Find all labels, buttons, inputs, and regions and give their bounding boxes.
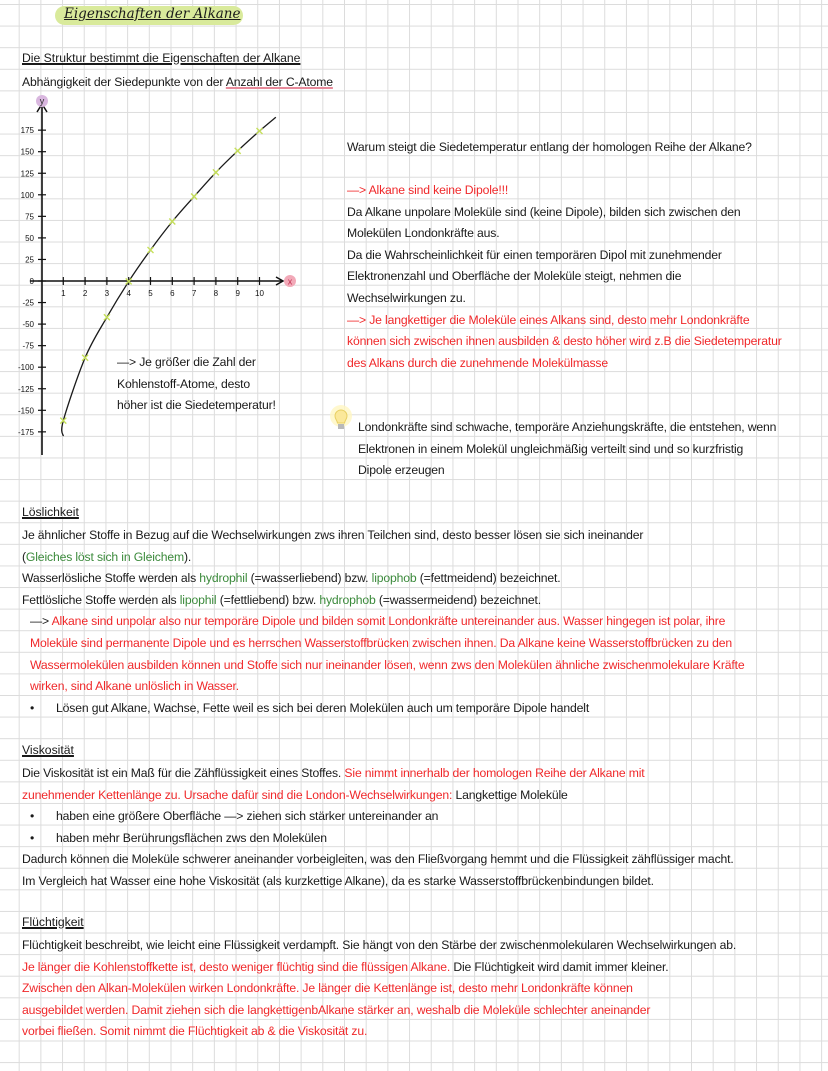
text-segment: Da Alkane unpolare Moleküle sind (keine Dipole), bilden sich zwischen den bbox=[347, 204, 741, 219]
y-tick-label: 50 bbox=[25, 233, 34, 243]
intro-prefix: Abhängigkeit der Siedepunkte von der bbox=[22, 75, 226, 89]
x-tick-label: 9 bbox=[235, 289, 240, 298]
highlighted-text-red: zunehmender Kettenlänge zu. Ursache dafür sind die London-Wechselwirkungen: bbox=[22, 787, 453, 802]
question-line bbox=[347, 139, 752, 155]
loeslichkeit-line bbox=[22, 527, 643, 543]
data-point-marker bbox=[213, 169, 219, 175]
y-tick-label: 0 bbox=[29, 277, 34, 286]
text-segment: Im Vergleich hat Wasser eine hohe Viskosität (als kurzkettige Alkane), da es starke Wasserstoffbrückenbindungen bildet. bbox=[22, 874, 654, 888]
text-segment: Flüchtigkeit beschreibt, wie leicht eine Flüssigkeit verdampft. Sie hängt von den Stärbe der zwischenmolekularen Wechselwirkungen ab. bbox=[22, 938, 737, 952]
text-segment: haben eine größere Oberfläche —> ziehen sich stärker untereinander an bbox=[56, 809, 439, 824]
lightbulb-icon bbox=[328, 404, 356, 438]
tip-line bbox=[358, 462, 445, 478]
highlighted-text-red: —> Alkane sind keine Dipole!!! bbox=[347, 183, 509, 197]
text-segment: Molekülen Londonkräfte aus. bbox=[347, 226, 500, 241]
text-segment: —> bbox=[30, 614, 52, 629]
y-axis-label: y bbox=[39, 96, 45, 106]
fluechtigkeit-line bbox=[22, 1002, 650, 1018]
x-tick-label: 6 bbox=[170, 289, 175, 298]
text-segment: ( bbox=[22, 549, 26, 564]
x-tick-label: 7 bbox=[191, 289, 197, 298]
y-tick-label: -75 bbox=[22, 341, 34, 351]
text-segment: Wechselwirkungen zu. bbox=[347, 291, 466, 305]
y-tick-label: 25 bbox=[25, 255, 34, 265]
text-segment: (=fettliebend) bzw. bbox=[216, 592, 320, 607]
highlighted-text-red: Zwischen den Alkan-Molekülen wirken Londonkräfte. Je länger die Kettenlänge ist, desto mehr Londonkräfte können bbox=[22, 981, 633, 996]
data-point-marker bbox=[257, 128, 263, 134]
text-segment: (=wasserliebend) bzw. bbox=[247, 571, 372, 586]
answer-line bbox=[347, 204, 741, 220]
x-tick-label: 10 bbox=[255, 289, 264, 298]
y-tick-label: -50 bbox=[22, 320, 34, 330]
loeslichkeit-line bbox=[30, 657, 745, 673]
text-segment: Londonkräfte sind schwache, temporäre Anziehungskräfte, die entstehen, wenn bbox=[358, 420, 777, 434]
x-tick-label: 4 bbox=[126, 289, 131, 298]
answer-line bbox=[347, 312, 750, 328]
answer-line bbox=[347, 247, 722, 263]
viskositaet-line bbox=[30, 808, 438, 824]
tip-line bbox=[358, 419, 776, 435]
x-axis-label: x bbox=[287, 276, 293, 287]
viskositaet-line bbox=[30, 830, 327, 846]
viskositaet-line bbox=[22, 787, 568, 803]
chart_note-line bbox=[117, 354, 256, 370]
chart_note-line bbox=[117, 376, 250, 392]
x-tick-label: 2 bbox=[82, 289, 88, 298]
data-point-marker bbox=[169, 219, 175, 225]
fluechtigkeit-line bbox=[22, 980, 633, 996]
highlighted-text-red: des Alkans durch die zunehmende Molekülmasse bbox=[347, 355, 609, 370]
fluechtigkeit-line bbox=[22, 937, 736, 953]
fluechtigkeit-heading: Flüchtigkeit bbox=[22, 915, 84, 929]
highlighted-text-red: Sie nimmt innerhalb der homologen Reihe der Alkane mit bbox=[344, 766, 645, 780]
text-segment: Fettlösliche Stoffe werden als bbox=[22, 592, 180, 607]
y-tick-label: 75 bbox=[25, 212, 34, 222]
bullet-icon: • bbox=[30, 830, 35, 845]
text-segment: haben mehr Berührungsflächen zws den Molekülen bbox=[56, 830, 327, 845]
answer-line bbox=[347, 268, 681, 284]
highlighted-text-green: hydrophob bbox=[319, 592, 376, 607]
loeslichkeit-line bbox=[30, 700, 589, 716]
text-segment: Warum steigt die Siedetemperatur entlang der homologen Reihe der Alkane? bbox=[347, 140, 752, 154]
highlighted-text-green: Gleiches löst sich in Gleichem bbox=[25, 549, 184, 564]
answer-line bbox=[347, 225, 499, 241]
fluechtigkeit-line bbox=[22, 1023, 367, 1039]
loeslichkeit-line bbox=[22, 570, 561, 586]
y-tick-label: 100 bbox=[20, 190, 34, 200]
text-segment: Lösen gut Alkane, Wachse, Fette weil es sich bei deren Molekülen auch um temporäre Dipole handelt bbox=[56, 700, 590, 715]
bullet-icon: • bbox=[30, 700, 35, 715]
loeslichkeit-line bbox=[30, 678, 239, 694]
text-segment: Dipole erzeugen bbox=[358, 463, 445, 478]
highlighted-text-green: lipophob bbox=[371, 571, 417, 586]
text-segment: Elektronen in einem Molekül ungleichmäßig verteilt sind und so kurzfristig bbox=[358, 441, 744, 456]
viskositaet-line bbox=[22, 851, 734, 867]
viskositaet-heading: Viskosität bbox=[22, 743, 74, 757]
y-tick-label: -175 bbox=[17, 427, 34, 437]
answer-line bbox=[347, 290, 466, 306]
highlighted-text-red: vorbei fließen. Somit nimmt die Flüchtigkeit ab & die Viskosität zu. bbox=[22, 1024, 368, 1039]
answer-line bbox=[347, 333, 782, 349]
chart_note-line bbox=[117, 397, 276, 413]
page-title: Eigenschaften der Alkane bbox=[64, 6, 241, 22]
text-segment: (=fettmeidend) bezeichnet. bbox=[416, 571, 561, 586]
x-tick-label: 5 bbox=[148, 289, 153, 298]
data-point-marker bbox=[82, 355, 88, 361]
highlighted-text-red: Alkane sind unpolar also nur temporäre Dipole und bilden somit Londonkräfte untereinander aus. Wasser hingegen ist polar, ihre bbox=[51, 614, 726, 629]
fluechtigkeit-line bbox=[22, 959, 668, 975]
text-segment: Da die Wahrscheinlichkeit für einen temporären Dipol mit zunehmender bbox=[347, 247, 722, 262]
data-point-marker bbox=[235, 148, 241, 154]
y-tick-label: 150 bbox=[20, 147, 34, 157]
loeslichkeit-line bbox=[22, 549, 191, 565]
loeslichkeit-line bbox=[30, 613, 725, 629]
y-tick-label: 125 bbox=[20, 169, 34, 179]
y-tick-label: -100 bbox=[17, 363, 34, 373]
loeslichkeit-line bbox=[22, 592, 541, 608]
highlighted-text-red: Je länger die Kohlenstoffkette ist, desto weniger flüchtig sind die flüssigen Alkane. bbox=[22, 959, 451, 974]
viskositaet-line bbox=[22, 873, 654, 889]
text-segment: Dadurch können die Moleküle schwerer aneinander vorbeigleiten, was den Fließvorgang hemmt und die Flüssigkeit zähflüssiger macht. bbox=[22, 852, 734, 867]
text-segment: höher ist die Siedetemperatur! bbox=[117, 398, 276, 413]
text-segment: (=wassermeidend) bezeichnet. bbox=[375, 592, 541, 607]
x-tick-label: 8 bbox=[213, 289, 219, 298]
intro-highlight: Anzahl der C-Atome bbox=[225, 75, 333, 89]
text-segment: Die Viskosität ist ein Maß für die Zähflüssigkeit eines Stoffes. bbox=[22, 766, 345, 780]
viskositaet-line bbox=[22, 765, 645, 781]
section-heading-structure: Die Struktur bestimmt die Eigenschaften der Alkane bbox=[22, 51, 301, 65]
data-point-marker bbox=[148, 247, 154, 253]
highlighted-text-red: können sich zwischen ihnen ausbilden & desto höher wird z.B die Siedetemperatur bbox=[347, 334, 782, 349]
answer-line bbox=[347, 182, 508, 198]
text-segment: ). bbox=[183, 549, 192, 564]
y-tick-label: 175 bbox=[20, 126, 34, 136]
text-segment: Wasserlösliche Stoffe werden als bbox=[22, 571, 200, 586]
highlighted-text-green: lipophil bbox=[179, 592, 217, 607]
answer-line bbox=[347, 355, 608, 371]
data-point-marker bbox=[191, 194, 197, 200]
loeslichkeit-heading: Löslichkeit bbox=[22, 505, 79, 519]
tip-line bbox=[358, 441, 743, 457]
highlighted-text-red: Moleküle sind permanente Dipole und es herrschen Wasserstoffbrücken zwischen ihnen. Da Alkane keine Wasserstoffbrücken zu den bbox=[30, 636, 733, 650]
x-tick-label: 3 bbox=[104, 289, 110, 298]
highlighted-text-red: wirken, sind Alkane unlöslich in Wasser. bbox=[30, 679, 239, 694]
bullet-icon: • bbox=[30, 809, 35, 824]
highlighted-text-red: —> Je langkettiger die Moleküle eines Alkans sind, desto mehr Londonkräfte bbox=[347, 312, 750, 327]
y-tick-label: -125 bbox=[17, 384, 34, 394]
highlighted-text-green: hydrophil bbox=[199, 571, 248, 586]
text-segment: Langkettige Moleküle bbox=[452, 787, 568, 802]
highlighted-text-red: ausgebildet werden. Damit ziehen sich die langkettigenbAlkane stärker an, weshalb die Moleküle schlechter aneinander bbox=[22, 1002, 651, 1017]
y-tick-label: -150 bbox=[17, 406, 34, 416]
data-point-marker bbox=[104, 314, 110, 320]
x-tick-label: 1 bbox=[61, 289, 66, 298]
text-segment: Kohlenstoff-Atome, desto bbox=[117, 376, 251, 391]
text-segment: Je ähnlicher Stoffe in Bezug auf die Wechselwirkungen zws ihren Teilchen sind, desto besser lösen sie sich ineinander bbox=[22, 528, 644, 542]
text-segment: Elektronenzahl und Oberfläche der Moleküle steigt, nehmen die bbox=[347, 269, 682, 284]
highlighted-text-red: Wassermolekülen ausbilden können und Stoffe sich nur ineinander lösen, wenn zws den Molekülen ähnliche zwischenmolekulare Kräfte bbox=[30, 657, 745, 672]
text-segment: Die Flüchtigkeit wird damit immer kleiner. bbox=[450, 959, 669, 974]
y-tick-label: -25 bbox=[22, 298, 34, 308]
text-segment: —> Je größer die Zahl der bbox=[117, 355, 256, 369]
loeslichkeit-line bbox=[30, 635, 732, 651]
